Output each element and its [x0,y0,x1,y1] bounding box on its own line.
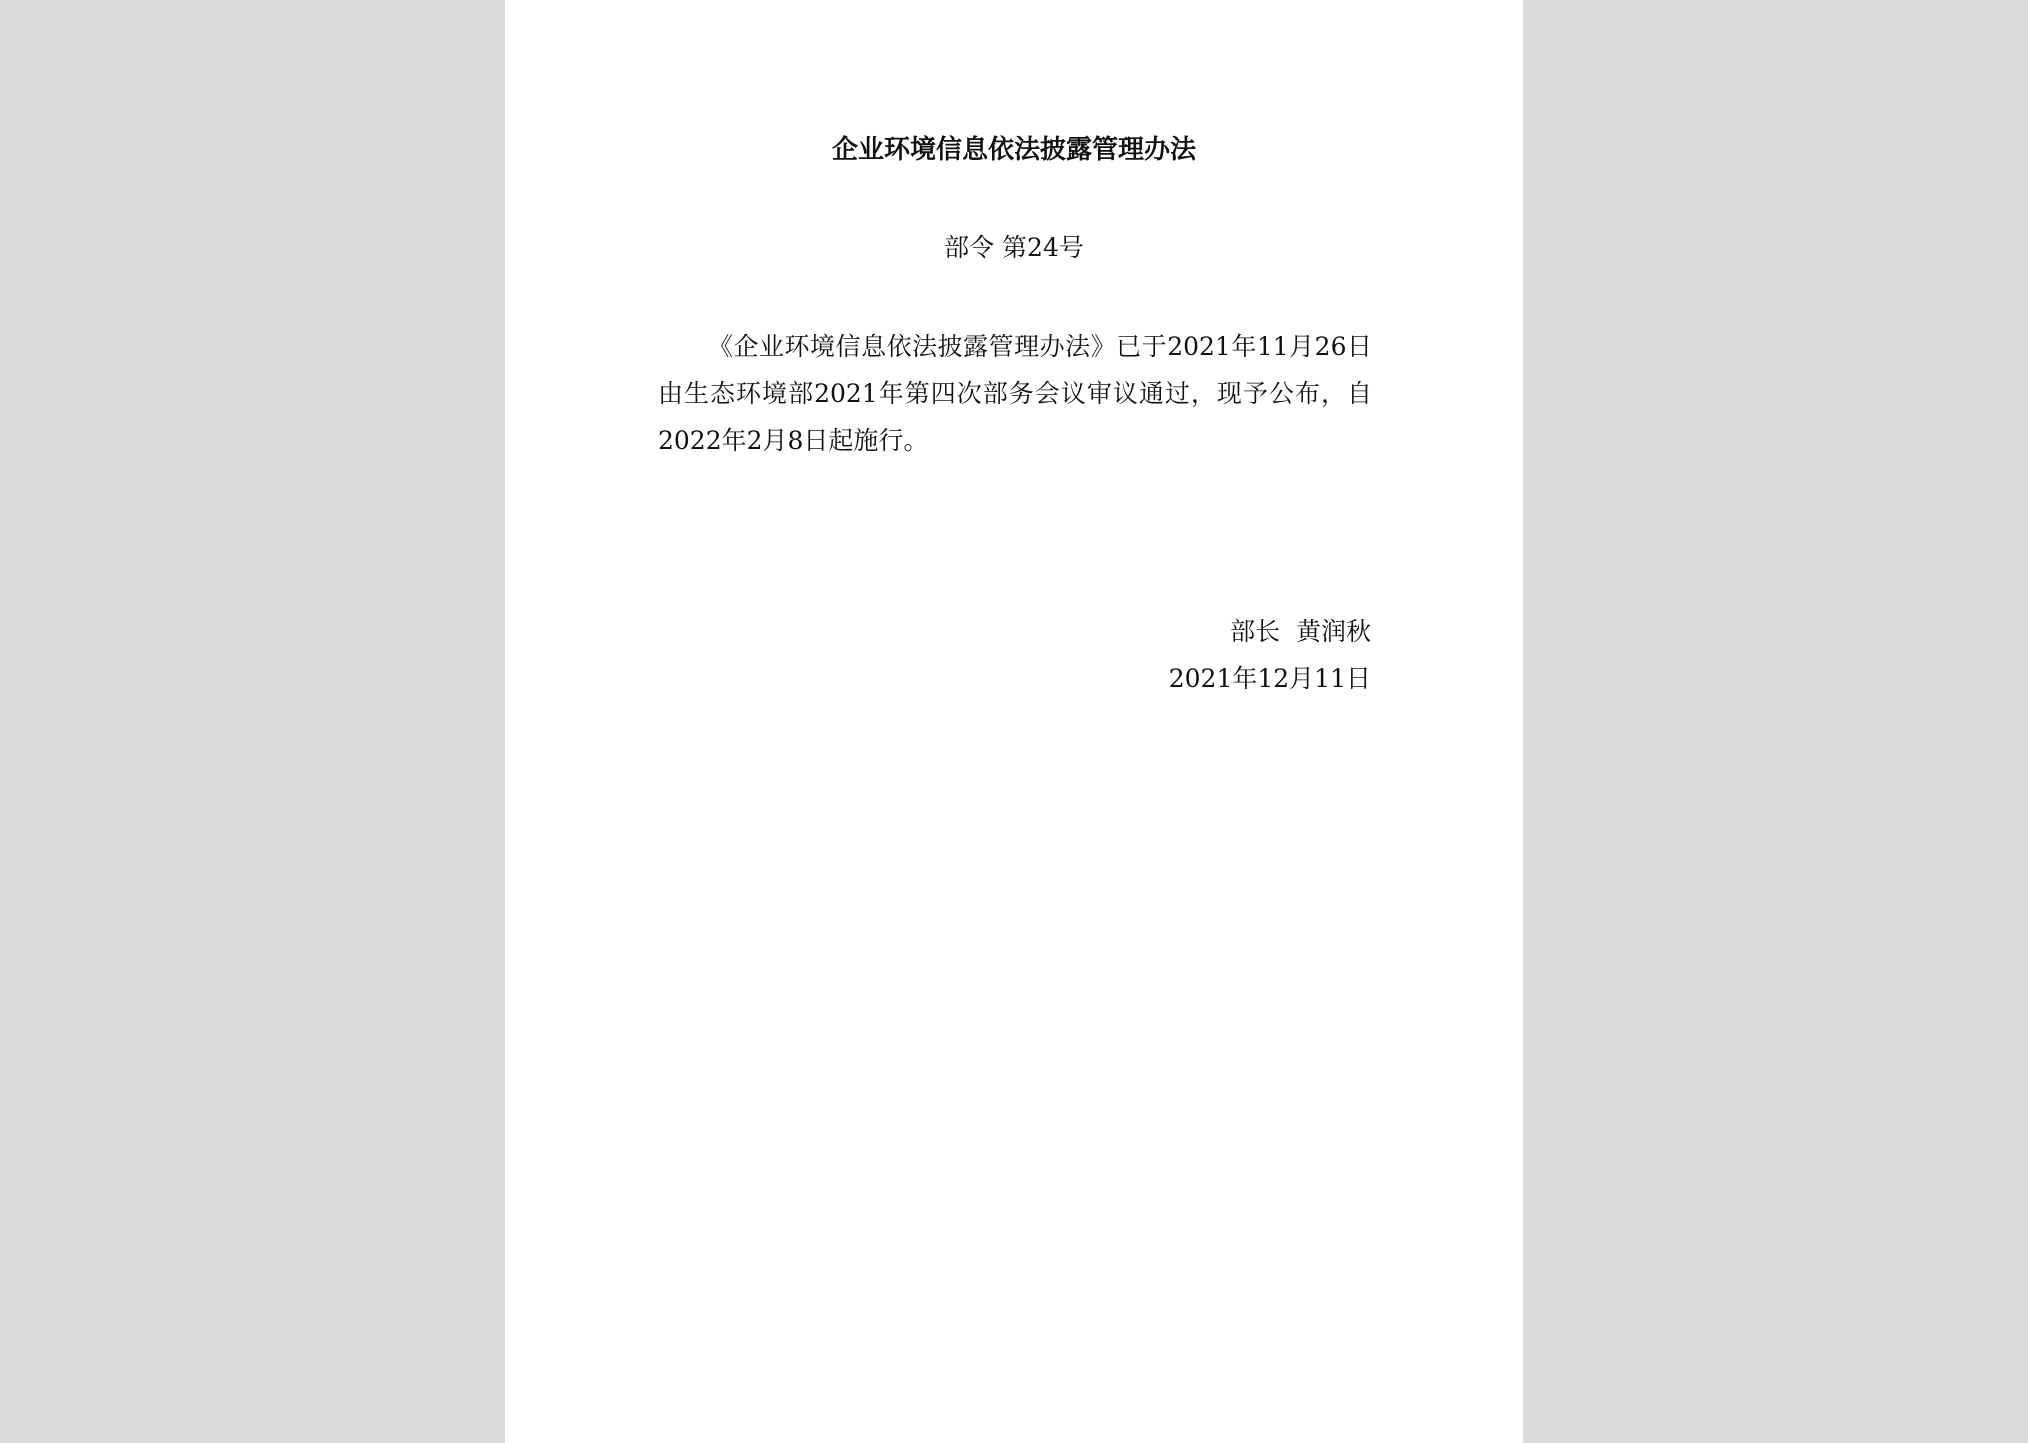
order-number: 部令 第24号 [944,233,1084,262]
signing-date: 2021年12月11日 [1168,664,1371,693]
signer-line: 部长 黄润秋 [1230,617,1371,646]
body-paragraph: 《企业环境信息依法披露管理办法》已于2021年11月26日由生态环境部2021年第四次部务会议审议通过，现予公布，自2022年2月8日起施行。 [658,332,1372,455]
document-title: 企业环境信息依法披露管理办法 [831,135,1196,165]
document-page [505,0,1523,1443]
